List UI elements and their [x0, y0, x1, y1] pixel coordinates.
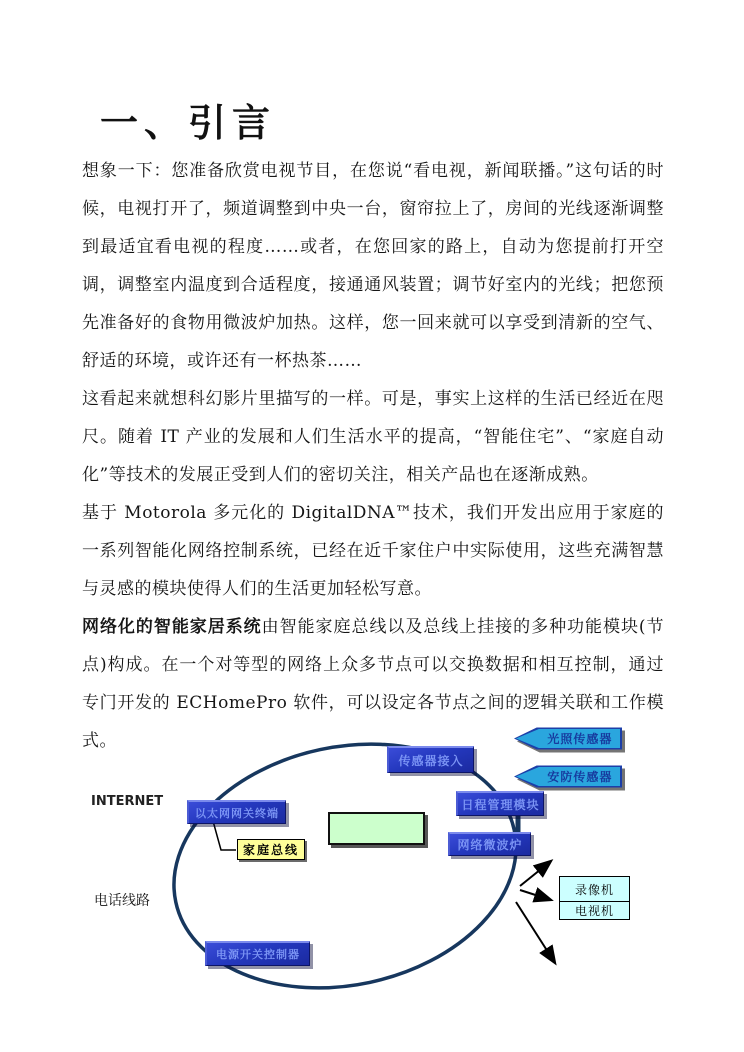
vcr-label: 录像机 — [574, 882, 614, 897]
gateway-bus-connector — [213, 821, 236, 850]
paragraph-4-rest: 由智能家庭总线以及总线上挂接的多种功能模块(节点)构成。在一个对等型的网络上众多节点可以交换数据和相互控制，通过专门开发的 ECHomePro 软件，可以设定各节点之间的逻辑关联和工作模式。 — [82, 617, 665, 751]
node-power-switch-controller: 电源开关控制器 — [205, 941, 310, 966]
node-light-sensor — [514, 727, 622, 750]
node-av-devices — [559, 876, 630, 920]
paragraph-1: 想象一下：您准备欣赏电视节目，在您说“看电视，新闻联播。”这句话的时候，电视打开了，频道调整到中央一台，窗帘拉上了，房间的光线逐渐调整到最适宜看电视的程度……或者，在您回家的路上，自动为您提前打开空调，调整室内温度到合适程度，接通通风装置；调节好室内的光线；把您预先准备好的食物用微波炉加热。这样，您一回来就可以享受到清新的空气、舒适的环境，或许还有一杯热茶…… — [82, 161, 664, 371]
security-sensor-label: 安防传感器 — [547, 770, 613, 784]
node-sensor-input: 传感器接入 — [387, 746, 474, 773]
tv-label: 电视机 — [560, 901, 629, 919]
node-ethernet-gateway: 以太网网关终端 — [187, 800, 286, 824]
node-network-microwave: 网络微波炉 — [448, 832, 531, 856]
page-title: 一、引言 — [100, 100, 277, 145]
phone-line-label: 电话线路 — [94, 893, 150, 909]
node-schedule-module: 日程管理模块 — [456, 791, 544, 816]
paragraph-2: 这看起来就想科幻影片里描写的一样。可是，事实上这样的生活已经近在咫尺。随着 IT 产业的发展和人们生活水平的提高，“智能住宅”、“家庭自动化”等技术的发展正受到人们的密切关注，相关产品也在逐渐成熟。 — [82, 389, 664, 485]
node-security-sensor — [514, 765, 622, 788]
paragraph-3: 基于 Motorola 多元化的 DigitalDNA™技术，我们开发出应用于家庭的一系列智能化网络控制系统，已经在近千家住户中实际使用，这些充满智慧与灵感的模块使得人们的生活更加轻松写意。 — [82, 503, 664, 599]
home-bus-ellipse — [151, 714, 539, 1019]
internet-label: INTERNET — [91, 794, 164, 809]
light-sensor-label: 光照传感器 — [547, 732, 613, 746]
appliance-arrow-down — [516, 902, 555, 963]
green-placeholder-box — [328, 812, 425, 845]
appliance-arrow-mid — [520, 890, 551, 900]
node-home-bus: 家庭总线 — [237, 839, 305, 860]
paragraph-4-lead: 网络化的智能家居系统 — [82, 617, 262, 637]
appliance-arrow-up — [520, 861, 551, 886]
